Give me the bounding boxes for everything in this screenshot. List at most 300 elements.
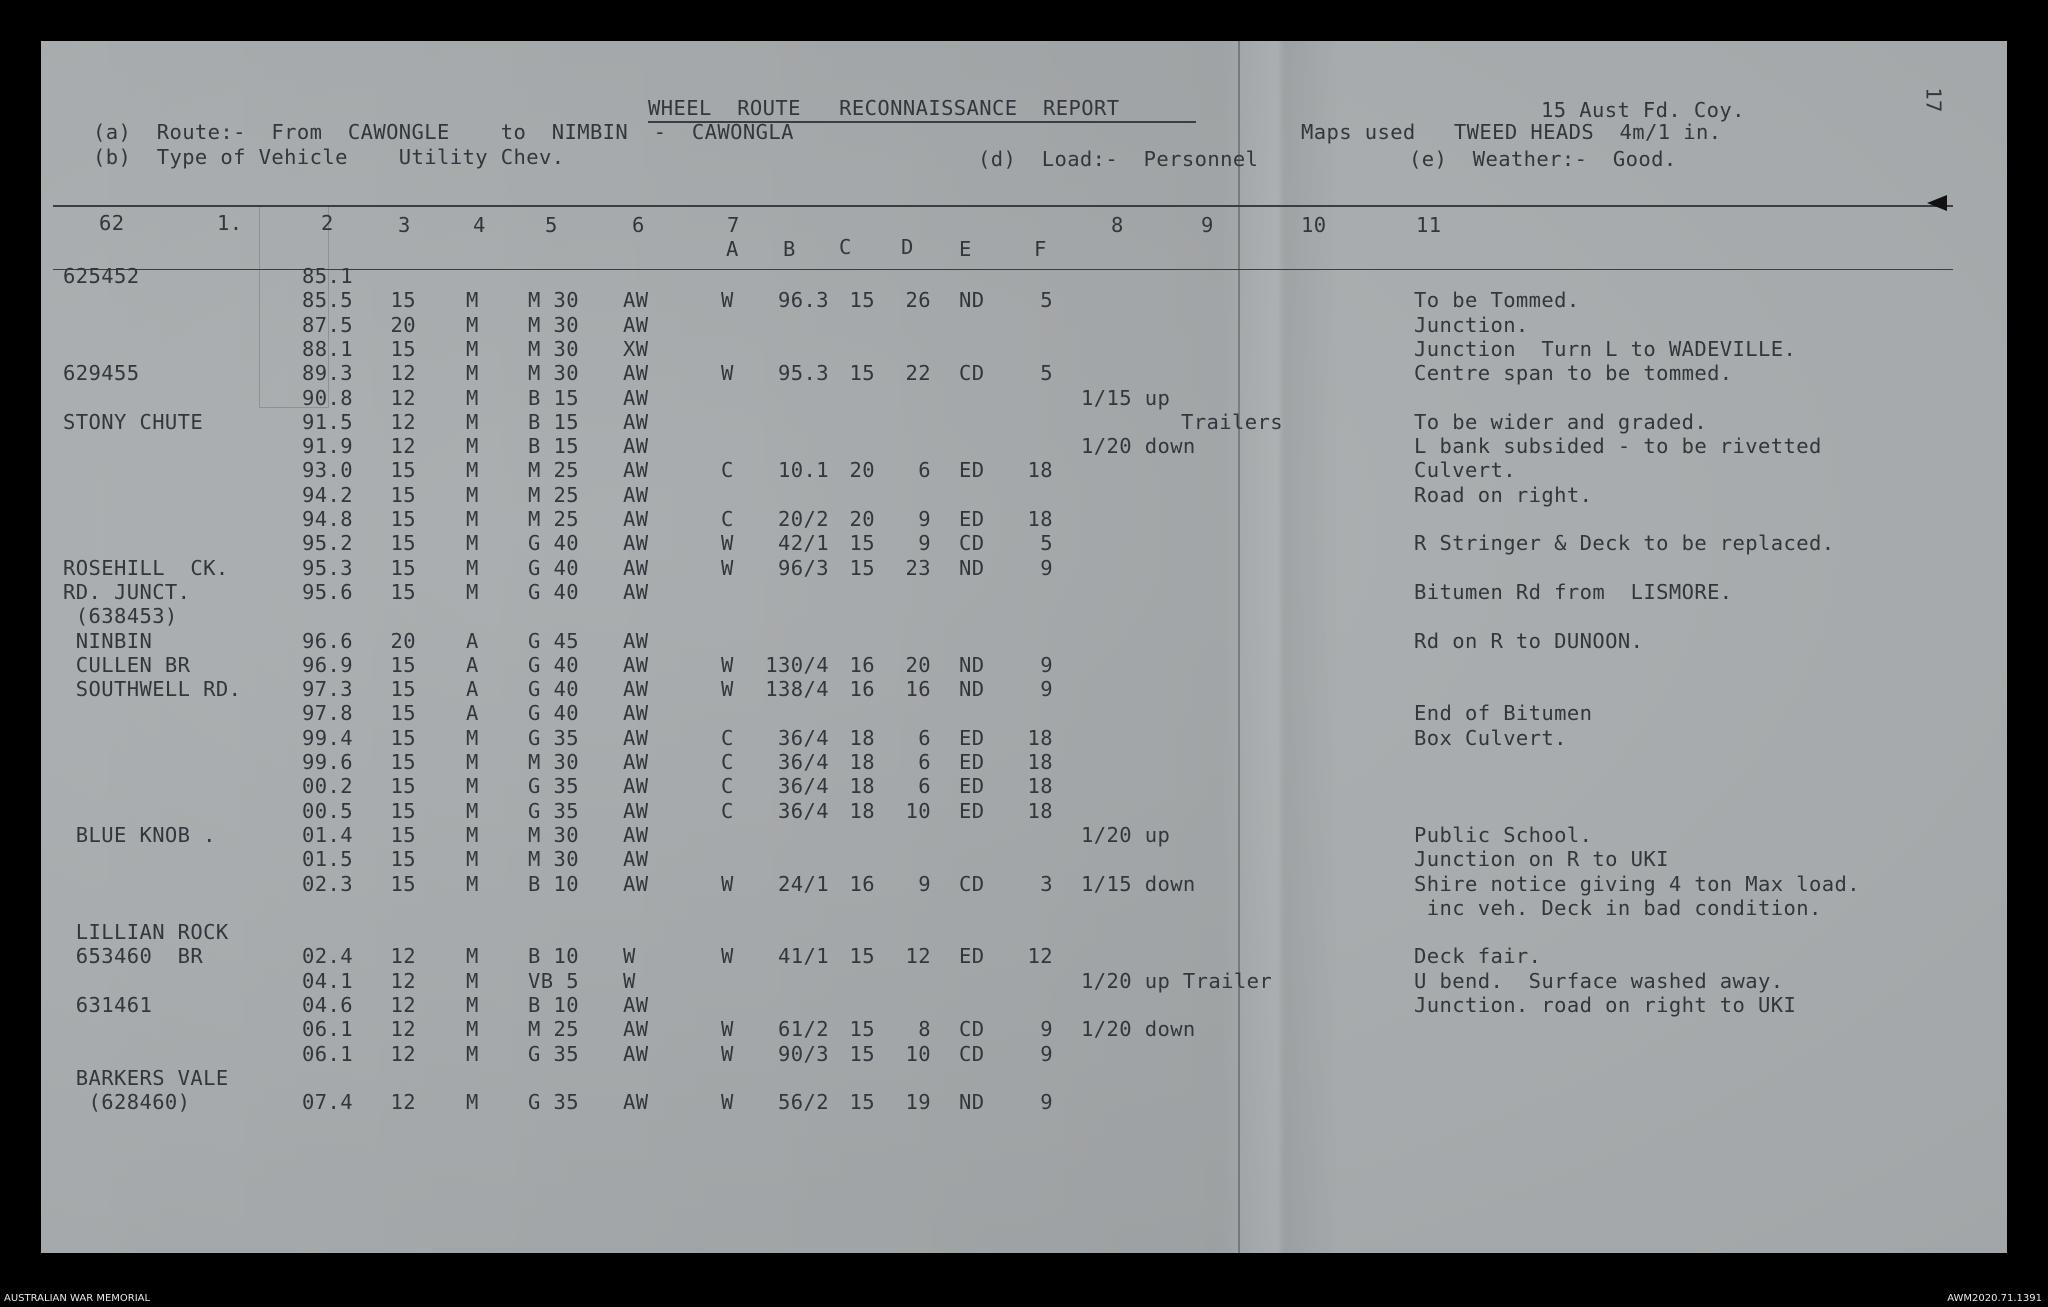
remarks-text: Junction Turn L to WADEVILLE.	[1414, 336, 1797, 361]
location: BLUE KNOB .	[63, 822, 216, 847]
col5-value: B 15	[528, 385, 579, 410]
col7f-value: 18	[1027, 725, 1053, 750]
remarks-text: Road on right.	[1414, 482, 1593, 507]
subcol-b: B	[783, 237, 796, 261]
mileage: 02.4	[302, 944, 353, 969]
col7f-value: 9	[1040, 1017, 1053, 1042]
col6-value: AW	[623, 993, 649, 1017]
col7e-value: CD	[959, 1017, 985, 1042]
location: SOUTHWELL RD.	[63, 677, 242, 702]
col6-value: AW	[623, 555, 649, 580]
mileage: 06.1	[302, 1041, 353, 1066]
col5-value: G 40	[528, 555, 579, 580]
col5-value: B 15	[528, 434, 579, 459]
col7b-value: 42/1	[778, 531, 829, 556]
col5-value: G 45	[528, 628, 579, 653]
remarks-text: To be Tommed.	[1414, 288, 1580, 313]
col7c-value: 15	[849, 1041, 875, 1066]
remarks-text: Rd on R to DUNOON.	[1414, 628, 1644, 653]
col6-value: XW	[623, 336, 649, 361]
col4-value: M	[466, 725, 479, 750]
col5-value: G 40	[528, 531, 579, 556]
col7e-value: ED	[959, 944, 985, 969]
col6-value: AW	[623, 750, 649, 774]
col-header-11: 11	[1416, 213, 1442, 237]
col6-value: AW	[623, 507, 649, 531]
col7d-value: 8	[918, 1017, 931, 1042]
vehicle-type: (b) Type of Vehicle Utility Chev.	[93, 145, 565, 169]
col3-value: 15	[390, 336, 416, 361]
col6-value: AW	[623, 847, 649, 872]
col7f-value: 18	[1027, 507, 1053, 531]
gradient-value: 1/15 up	[1081, 385, 1171, 410]
col4-value: M	[466, 798, 479, 823]
location: LILLIAN ROCK	[63, 920, 229, 945]
col7d-value: 6	[918, 458, 931, 483]
mileage: 04.1	[302, 968, 353, 993]
col4-value: M	[466, 822, 479, 847]
col7e-value: CD	[959, 361, 985, 386]
header-rule	[53, 205, 1953, 207]
col7d-value: 10	[905, 1041, 931, 1066]
location: BARKERS VALE	[63, 1065, 229, 1090]
col5-value: M 25	[528, 1017, 579, 1042]
col-header-5: 5	[545, 213, 558, 237]
load-info: (d) Load:- Personnel	[978, 147, 1259, 171]
col4-value: M	[466, 1041, 479, 1066]
mileage: 96.6	[302, 628, 353, 653]
col4-value: M	[466, 458, 479, 483]
corner-mark	[1927, 195, 1947, 211]
col3-value: 15	[390, 531, 416, 556]
col5-value: G 40	[528, 677, 579, 702]
col7d-value: 26	[905, 288, 931, 313]
subcol-f: F	[1034, 237, 1047, 261]
col6-value: AW	[623, 531, 649, 556]
col7a-value: C	[721, 798, 734, 823]
mileage: 06.1	[302, 1017, 353, 1042]
remarks-text: inc veh. Deck in bad condition.	[1414, 895, 1822, 920]
col7e-value: ED	[959, 774, 985, 799]
mileage: 93.0	[302, 458, 353, 483]
col4-value: M	[466, 1090, 479, 1115]
col4-value: M	[466, 555, 479, 580]
col7a-value: W	[721, 944, 734, 969]
col5-value: M 30	[528, 361, 579, 386]
col6-value: AW	[623, 774, 649, 799]
location: 653460 BR	[63, 944, 204, 969]
col6-value: AW	[623, 385, 649, 410]
col3-value: 15	[390, 288, 416, 313]
col-header-9: 9	[1201, 213, 1214, 237]
col4-value: M	[466, 871, 479, 896]
col3-value: 12	[390, 968, 416, 993]
col3-value: 12	[390, 361, 416, 386]
col7f-value: 5	[1040, 531, 1053, 556]
col7c-value: 16	[849, 652, 875, 677]
col7f-value: 3	[1040, 871, 1053, 896]
col3-value: 15	[390, 871, 416, 896]
maps-used: Maps used TWEED HEADS 4m/1 in.	[1301, 120, 1722, 144]
col7c-value: 15	[849, 531, 875, 556]
col5-value: B 10	[528, 871, 579, 896]
col6-value: AW	[623, 798, 649, 823]
location: CULLEN BR	[63, 652, 191, 677]
remarks-text: U bend. Surface washed away.	[1414, 968, 1784, 993]
col7c-value: 15	[849, 1017, 875, 1042]
col4-value: A	[466, 652, 479, 677]
col7c-value: 18	[849, 774, 875, 799]
col7a-value: C	[721, 774, 734, 799]
col5-value: M 25	[528, 507, 579, 531]
col-header-1: 1.	[217, 211, 243, 235]
col7a-value: W	[721, 652, 734, 677]
col3-value: 15	[390, 750, 416, 774]
col3-value: 12	[390, 434, 416, 459]
col6-value: AW	[623, 1017, 649, 1042]
col7d-value: 6	[918, 725, 931, 750]
col5-value: G 35	[528, 798, 579, 823]
col3-value: 12	[390, 1017, 416, 1042]
col-header-4: 4	[473, 213, 486, 237]
col7c-value: 15	[849, 361, 875, 386]
gradient-value: 1/20 up	[1081, 822, 1171, 847]
col3-value: 12	[390, 1041, 416, 1066]
mileage: 91.9	[302, 434, 353, 459]
col3-value: 15	[390, 847, 416, 872]
col3-value: 15	[390, 652, 416, 677]
col6-value: AW	[623, 434, 649, 459]
col7b-value: 20/2	[778, 507, 829, 531]
col7f-value: 9	[1040, 652, 1053, 677]
footer-institution: AUSTRALIAN WAR MEMORIAL	[4, 1293, 151, 1304]
mileage: 95.3	[302, 555, 353, 580]
col7d-value: 22	[905, 361, 931, 386]
col5-value: G 40	[528, 652, 579, 677]
mileage: 88.1	[302, 336, 353, 361]
col6-value: AW	[623, 652, 649, 677]
location: 631461	[63, 993, 153, 1017]
col7c-value: 15	[849, 944, 875, 969]
col5-value: VB 5	[528, 968, 579, 993]
col7d-value: 23	[905, 555, 931, 580]
page-reference: 17	[1921, 87, 1946, 113]
col7a-value: W	[721, 677, 734, 702]
col3-value: 12	[390, 993, 416, 1017]
col5-value: M 25	[528, 458, 579, 483]
col-header-8: 8	[1111, 213, 1124, 237]
col-header-6: 6	[632, 213, 645, 237]
col-header-3: 3	[398, 213, 411, 237]
col7f-value: 9	[1040, 1041, 1053, 1066]
col7f-value: 18	[1027, 458, 1053, 483]
col7b-value: 130/4	[765, 652, 829, 677]
col7c-value: 18	[849, 798, 875, 823]
col7a-value: W	[721, 1041, 734, 1066]
col7b-value: 56/2	[778, 1090, 829, 1115]
col7a-value: W	[721, 1090, 734, 1115]
remarks-text: Shire notice giving 4 ton Max load.	[1414, 871, 1860, 896]
col7a-value: W	[721, 555, 734, 580]
weather-info: (e) Weather:- Good.	[1409, 147, 1677, 171]
mileage: 87.5	[302, 312, 353, 337]
mileage: 96.9	[302, 652, 353, 677]
mileage: 04.6	[302, 993, 353, 1017]
mileage: 01.5	[302, 847, 353, 872]
mileage: 91.5	[302, 409, 353, 434]
gradient-value: 1/20 up Trailer	[1081, 968, 1273, 993]
remarks-text: R Stringer & Deck to be replaced.	[1414, 531, 1835, 556]
col7e-value: ND	[959, 555, 985, 580]
remarks-text: Culvert.	[1414, 458, 1516, 483]
col6-value: W	[623, 944, 636, 969]
col7b-value: 90/3	[778, 1041, 829, 1066]
col6-value: AW	[623, 725, 649, 750]
subcol-e: E	[959, 237, 972, 261]
col6-value: AW	[623, 871, 649, 896]
col7f-value: 5	[1040, 288, 1053, 313]
col4-value: M	[466, 482, 479, 507]
subcol-a: A	[726, 237, 739, 261]
col3-value: 15	[390, 701, 416, 726]
document-page	[41, 41, 2007, 1253]
col3-value: 15	[390, 774, 416, 799]
mileage: 99.4	[302, 725, 353, 750]
col4-value: M	[466, 312, 479, 337]
col6-value: AW	[623, 628, 649, 653]
col7a-value: W	[721, 1017, 734, 1042]
location: (638453)	[63, 604, 178, 629]
col7e-value: ED	[959, 507, 985, 531]
gradient-value: 1/20 down	[1081, 1017, 1196, 1042]
col7d-value: 10	[905, 798, 931, 823]
col3-value: 20	[390, 312, 416, 337]
mileage: 85.1	[302, 264, 353, 288]
subcol-d: D	[901, 235, 914, 259]
col7f-value: 5	[1040, 361, 1053, 386]
mileage: 94.2	[302, 482, 353, 507]
col5-value: M 30	[528, 312, 579, 337]
col7b-value: 138/4	[765, 677, 829, 702]
col5-value: M 30	[528, 847, 579, 872]
col3-value: 15	[390, 482, 416, 507]
col7a-value: W	[721, 361, 734, 386]
col7b-value: 95.3	[778, 361, 829, 386]
remarks-text: Junction.	[1414, 312, 1529, 337]
col7c-value: 18	[849, 750, 875, 774]
col7f-value: 12	[1027, 944, 1053, 969]
col4-value: A	[466, 701, 479, 726]
mileage: 94.8	[302, 507, 353, 531]
col7a-value: W	[721, 288, 734, 313]
remarks-text: L bank subsided - to be rivetted	[1414, 434, 1822, 459]
col7e-value: ND	[959, 652, 985, 677]
location: 629455	[63, 361, 140, 386]
mileage: 00.2	[302, 774, 353, 799]
col4-value: M	[466, 361, 479, 386]
col4-value: M	[466, 288, 479, 313]
mileage: 00.5	[302, 798, 353, 823]
col7d-value: 19	[905, 1090, 931, 1115]
mileage: 97.8	[302, 701, 353, 726]
col3-value: 15	[390, 507, 416, 531]
subcol-c: C	[839, 235, 852, 259]
col3-value: 12	[390, 409, 416, 434]
mileage: 97.3	[302, 677, 353, 702]
col6-value: AW	[623, 361, 649, 386]
mileage: 95.2	[302, 531, 353, 556]
col7d-value: 9	[918, 507, 931, 531]
col7e-value: ED	[959, 750, 985, 774]
col7f-value: 18	[1027, 750, 1053, 774]
col7b-value: 96.3	[778, 288, 829, 313]
col-header-10: 10	[1301, 213, 1327, 237]
col4-value: M	[466, 409, 479, 434]
col7f-value: 18	[1027, 774, 1053, 799]
col7f-value: 9	[1040, 677, 1053, 702]
col5-value: M 25	[528, 482, 579, 507]
mileage: 01.4	[302, 822, 353, 847]
col4-value: M	[466, 968, 479, 993]
col7d-value: 16	[905, 677, 931, 702]
location: ROSEHILL CK.	[63, 555, 229, 580]
col4-value: M	[466, 531, 479, 556]
col7b-value: 36/4	[778, 725, 829, 750]
col5-value: M 30	[528, 750, 579, 774]
remarks-text: Box Culvert.	[1414, 725, 1567, 750]
col7a-value: C	[721, 458, 734, 483]
col7c-value: 15	[849, 1090, 875, 1115]
location: NINBIN	[63, 628, 153, 653]
col7b-value: 36/4	[778, 774, 829, 799]
col3-value: 12	[390, 1090, 416, 1115]
col4-value: A	[466, 628, 479, 653]
remarks-text: Centre span to be tommed.	[1414, 361, 1733, 386]
col5-value: G 35	[528, 725, 579, 750]
col5-value: G 35	[528, 774, 579, 799]
mileage: 02.3	[302, 871, 353, 896]
col6-value: AW	[623, 701, 649, 726]
col3-value: 12	[390, 385, 416, 410]
col3-value: 15	[390, 555, 416, 580]
col7b-value: 36/4	[778, 798, 829, 823]
col-header-2: 2	[321, 211, 334, 235]
col5-value: G 35	[528, 1041, 579, 1066]
col7b-value: 10.1	[778, 458, 829, 483]
mileage: 95.6	[302, 579, 353, 604]
col7c-value: 20	[849, 507, 875, 531]
col6-value: AW	[623, 1041, 649, 1066]
location: (628460)	[63, 1090, 191, 1115]
footer-accession: AWM2020.71.1391	[1947, 1293, 2042, 1304]
col6-value: AW	[623, 677, 649, 702]
col7e-value: ND	[959, 288, 985, 313]
report-title: WHEEL ROUTE RECONNAISSANCE REPORT	[648, 96, 1120, 120]
remarks-text: To be wider and graded.	[1414, 409, 1708, 434]
remarks-text: Junction on R to UKI	[1414, 847, 1669, 872]
col7a-value: C	[721, 750, 734, 774]
route-line: (a) Route:- From CAWONGLE to NIMBIN - CAWONGLA	[93, 120, 794, 144]
col7e-value: CD	[959, 1041, 985, 1066]
remarks-text: Junction. road on right to UKI	[1414, 993, 1797, 1017]
location: 625452	[63, 264, 140, 288]
col5-value: G 35	[528, 1090, 579, 1115]
col7b-value: 41/1	[778, 944, 829, 969]
col6-value: AW	[623, 579, 649, 604]
col6-value: AW	[623, 312, 649, 337]
col7d-value: 6	[918, 750, 931, 774]
col7d-value: 12	[905, 944, 931, 969]
col7b-value: 61/2	[778, 1017, 829, 1042]
col-header-62: 62	[99, 211, 125, 235]
col3-value: 15	[390, 798, 416, 823]
col4-value: A	[466, 677, 479, 702]
col7f-value: 9	[1040, 1090, 1053, 1115]
col3-value: 15	[390, 579, 416, 604]
col5-value: M 30	[528, 822, 579, 847]
col7a-value: C	[721, 725, 734, 750]
col7d-value: 9	[918, 871, 931, 896]
remarks-text: Deck fair.	[1414, 944, 1542, 969]
col7e-value: ED	[959, 798, 985, 823]
col6-value: AW	[623, 482, 649, 507]
mileage: 07.4	[302, 1090, 353, 1115]
col7b-value: 24/1	[778, 871, 829, 896]
col7d-value: 6	[918, 774, 931, 799]
col7b-value: 36/4	[778, 750, 829, 774]
col3-value: 15	[390, 677, 416, 702]
col4-value: M	[466, 1017, 479, 1042]
col4-value: M	[466, 507, 479, 531]
col7a-value: W	[721, 871, 734, 896]
gradient-value: Trailers	[1181, 409, 1283, 434]
col4-value: M	[466, 385, 479, 410]
location: RD. JUNCT.	[63, 579, 191, 604]
col7e-value: CD	[959, 871, 985, 896]
gradient-value: 1/15 down	[1081, 871, 1196, 896]
col3-value: 15	[390, 822, 416, 847]
mileage: 89.3	[302, 361, 353, 386]
col7f-value: 9	[1040, 555, 1053, 580]
col7b-value: 96/3	[778, 555, 829, 580]
col4-value: M	[466, 579, 479, 604]
col4-value: M	[466, 434, 479, 459]
col6-value: AW	[623, 458, 649, 483]
col7c-value: 18	[849, 725, 875, 750]
col6-value: W	[623, 968, 636, 993]
unit-name: 15 Aust Fd. Coy.	[1541, 98, 1745, 122]
col5-value: G 40	[528, 579, 579, 604]
col5-value: B 10	[528, 944, 579, 969]
mileage: 85.5	[302, 288, 353, 313]
remarks-text: Public School.	[1414, 822, 1593, 847]
col5-value: B 15	[528, 409, 579, 434]
col7e-value: CD	[959, 531, 985, 556]
col5-value: M 30	[528, 336, 579, 361]
col7e-value: ND	[959, 1090, 985, 1115]
col4-value: M	[466, 774, 479, 799]
mileage: 99.6	[302, 750, 353, 774]
col7c-value: 15	[849, 555, 875, 580]
col3-value: 15	[390, 725, 416, 750]
col7f-value: 18	[1027, 798, 1053, 823]
col6-value: AW	[623, 409, 649, 434]
location: STONY CHUTE	[63, 409, 204, 434]
col-header-7: 7	[727, 213, 740, 237]
col7c-value: 16	[849, 871, 875, 896]
col7d-value: 20	[905, 652, 931, 677]
gradient-value: 1/20 down	[1081, 434, 1196, 459]
